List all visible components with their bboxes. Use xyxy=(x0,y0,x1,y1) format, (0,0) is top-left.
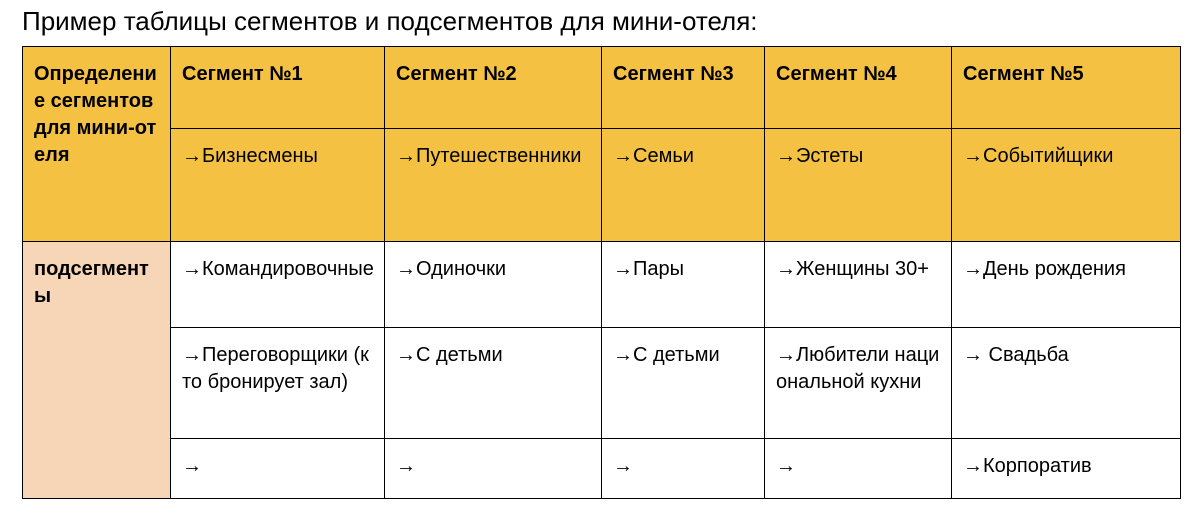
subsegment-cell: →Переговорщики (кто бронирует зал) xyxy=(171,328,385,439)
subsegment-cell: → xyxy=(765,439,952,499)
subsegment-row xyxy=(23,242,1181,328)
segment-header: Сегмент №5 xyxy=(952,47,1181,129)
subsegment-cell: →С детьми xyxy=(602,328,765,439)
segment-header: Сегмент №2 xyxy=(385,47,602,129)
subsegment-cell: →Корпоратив xyxy=(952,439,1181,499)
corner-label: Определение сегментов для мини-отеля xyxy=(23,47,171,242)
segment-header: Сегмент №4 xyxy=(765,47,952,129)
segment-header: Сегмент №3 xyxy=(602,47,765,129)
subsegment-cell: → xyxy=(385,439,602,499)
subsegment-cell: →Женщины 30+ xyxy=(765,242,952,328)
header-row xyxy=(23,47,1181,129)
subsegment-cell: →Командировочные xyxy=(171,242,385,328)
subsegment-cell: →С детьми xyxy=(385,328,602,439)
page-title: Пример таблицы сегментов и подсегментов для мини-отеля: xyxy=(22,6,758,36)
subsegment-row xyxy=(23,328,1181,439)
segments-table xyxy=(22,46,1181,499)
segment-header: Сегмент №1 xyxy=(171,47,385,129)
subsegment-cell: → xyxy=(171,439,385,499)
segment-cell: →Семьи xyxy=(602,129,765,242)
subsegment-row xyxy=(23,439,1181,499)
segment-cell: →Путешественники xyxy=(385,129,602,242)
subsegment-cell: →Пары xyxy=(602,242,765,328)
segment-cell: →Эстеты xyxy=(765,129,952,242)
subsegment-cell: → xyxy=(602,439,765,499)
segment-cell: →Событийщики xyxy=(952,129,1181,242)
segment-cell: →Бизнесмены xyxy=(171,129,385,242)
subsegments-label: подсегменты xyxy=(23,242,171,499)
subsegment-cell: →День рождения xyxy=(952,242,1181,328)
subsegment-cell: →Одиночки xyxy=(385,242,602,328)
subsegment-cell: → Свадьба xyxy=(952,328,1181,439)
subsegment-cell: →Любители национальной кухни xyxy=(765,328,952,439)
segment-row xyxy=(23,129,1181,242)
